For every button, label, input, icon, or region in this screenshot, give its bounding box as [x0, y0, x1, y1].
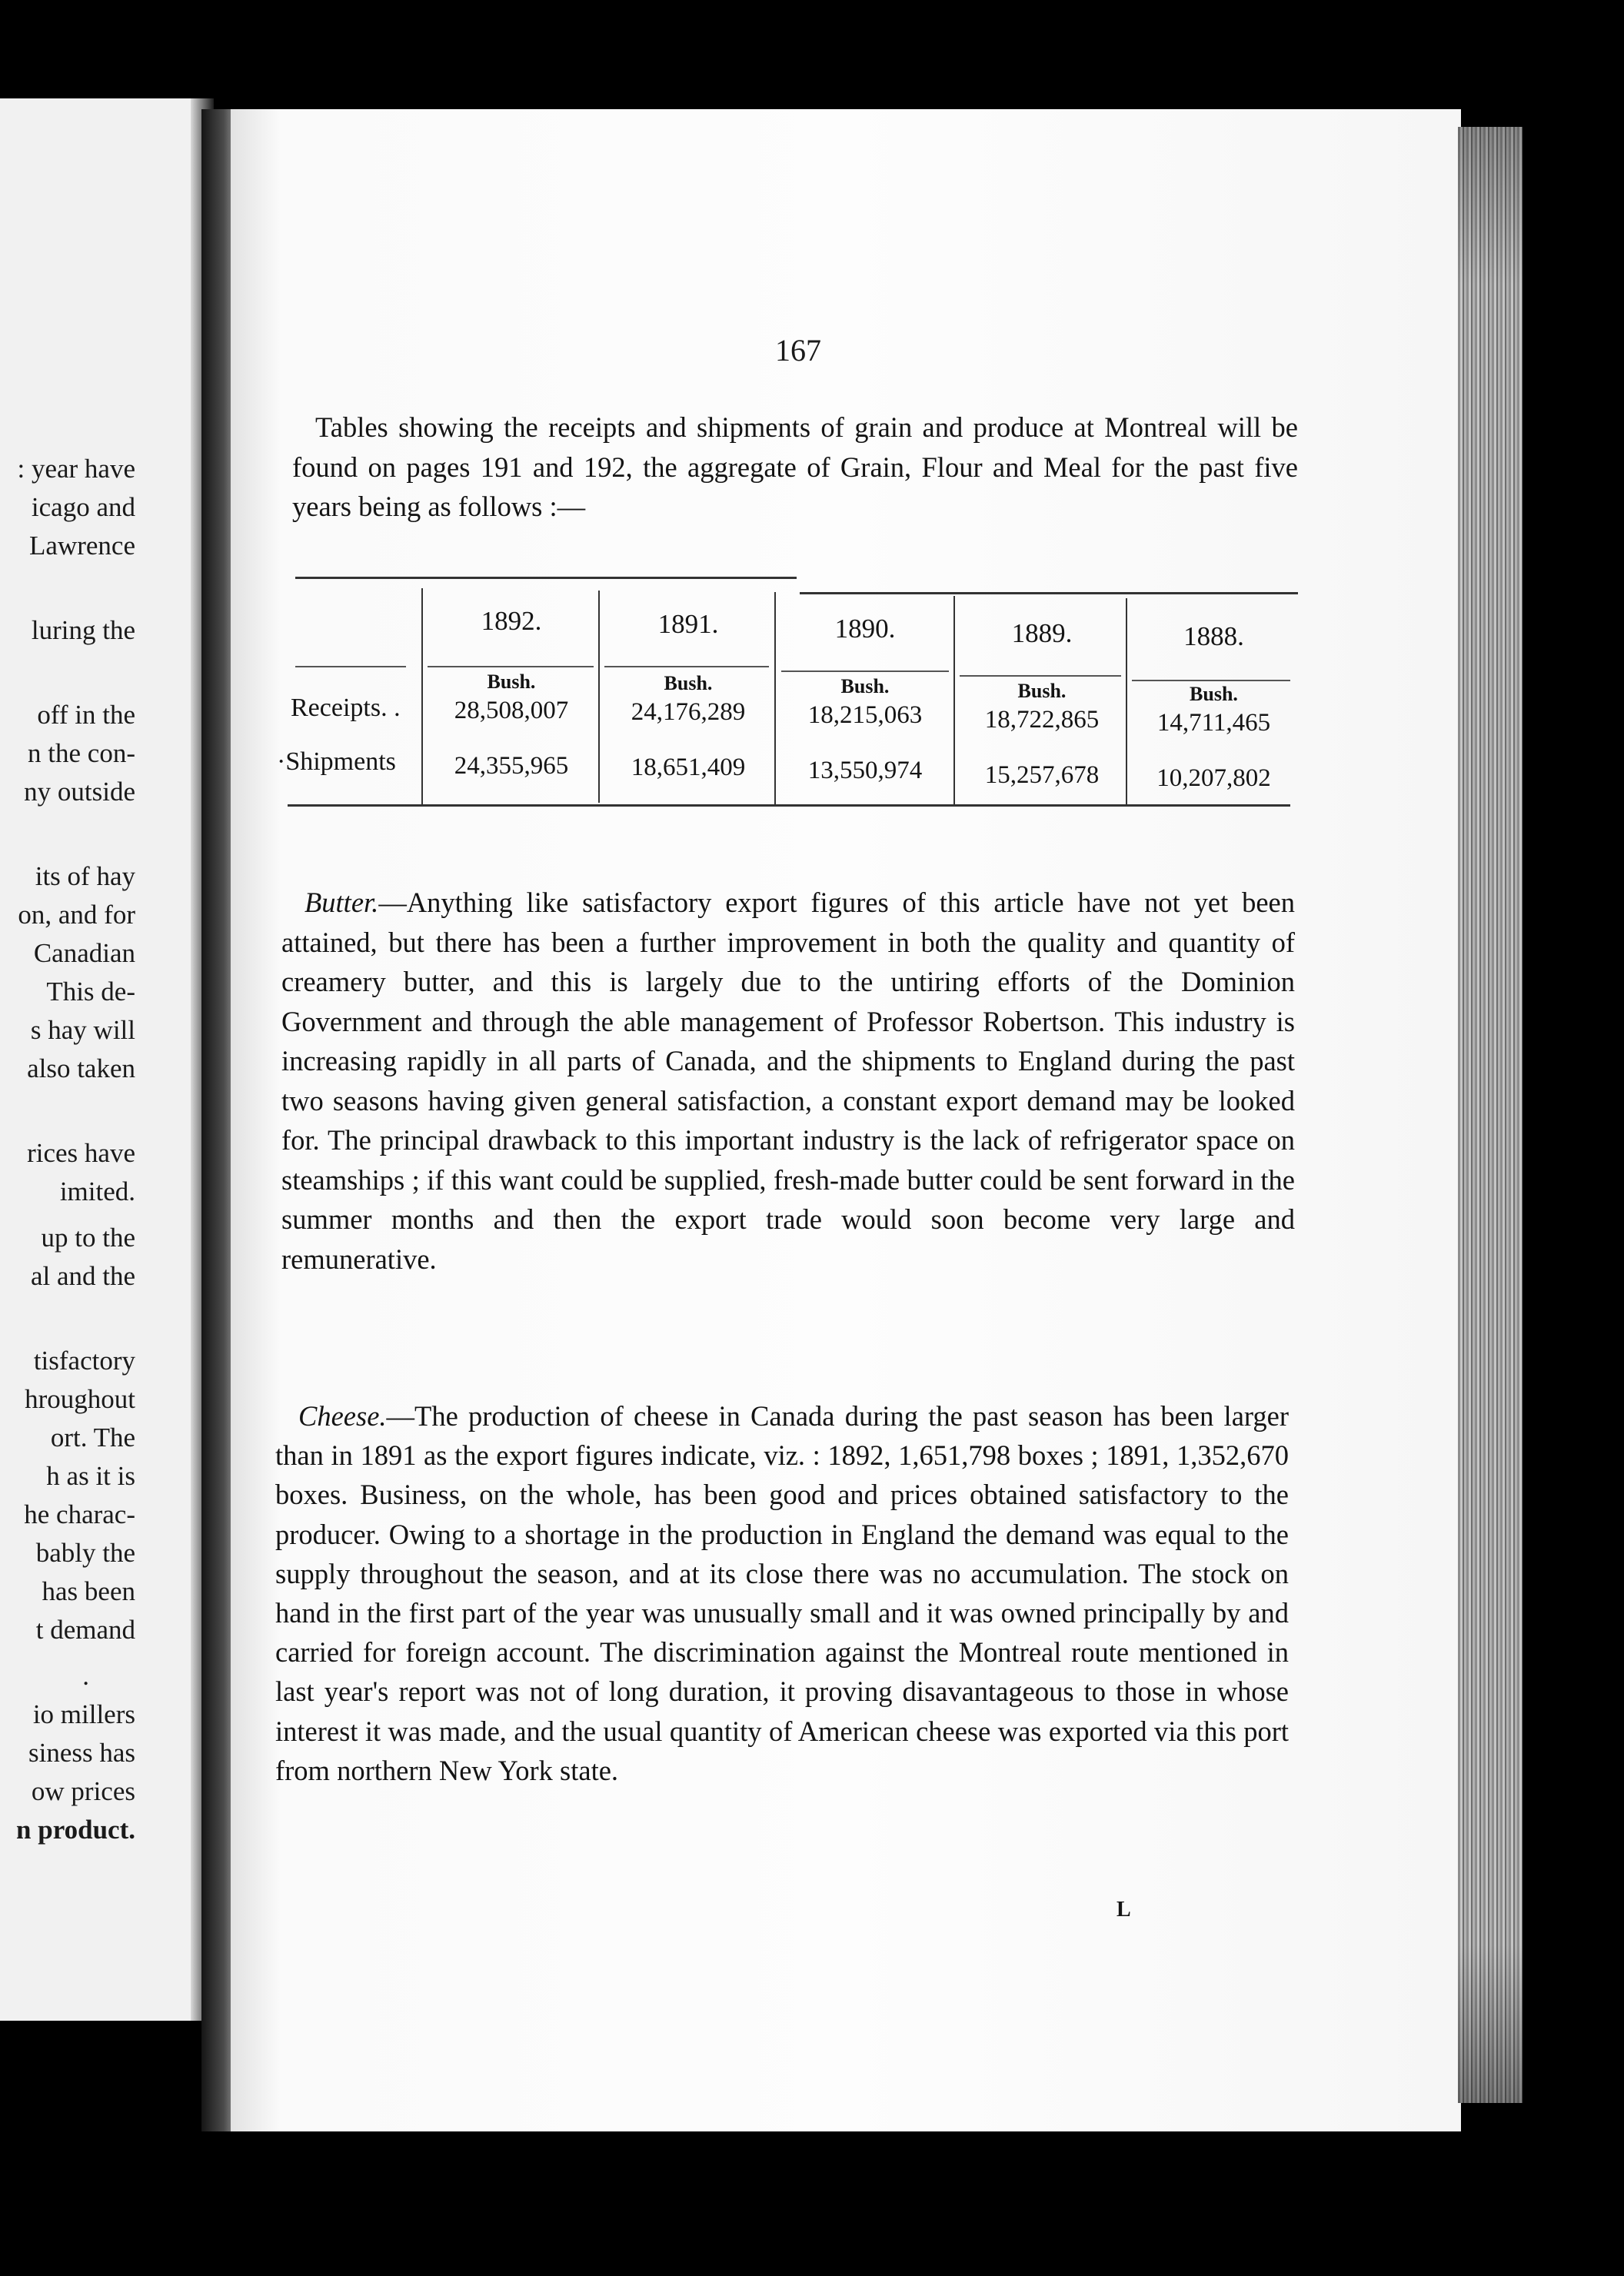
table-cell: 18,722,865	[984, 706, 1100, 734]
table-cell: 24,355,965	[454, 752, 569, 780]
left-line: Lawrence	[29, 531, 135, 561]
left-line: n the con-	[28, 738, 135, 768]
left-line: ort. The	[50, 1422, 135, 1452]
left-line: : year have	[17, 454, 135, 484]
table-cell: 18,651,409	[631, 754, 746, 781]
left-line: This de-	[46, 977, 135, 1007]
table-row-label-receipts: Receipts. .	[291, 694, 401, 722]
left-line: Canadian	[33, 938, 135, 968]
left-line: io millers	[32, 1699, 135, 1729]
cheese-heading: Cheese.	[298, 1400, 387, 1432]
left-line: tisfactory	[33, 1346, 135, 1376]
signature-mark: L	[1116, 1898, 1131, 1922]
left-line: rices have	[27, 1138, 135, 1168]
table-bottom-rule	[288, 804, 1290, 807]
left-line: up to the	[41, 1223, 135, 1253]
table-year-header: 1888.	[1183, 621, 1244, 651]
table-year-header: 1891.	[657, 609, 719, 639]
left-line: imited.	[59, 1176, 135, 1206]
table-year-header: 1890.	[834, 614, 896, 644]
table-cell: 24,176,289	[631, 698, 746, 726]
table-unit-label: Bush.	[664, 672, 713, 694]
table-row-label-shipments: ·Shipments	[277, 747, 396, 776]
left-line: on, and for	[18, 900, 135, 930]
table-unit-label: Bush.	[487, 670, 536, 693]
left-line: ow prices	[31, 1776, 135, 1806]
cheese-paragraph	[275, 1396, 1289, 1790]
page-number: 167	[775, 333, 821, 368]
butter-text: —Anything like satisfactory export figures of this article have not yet been attained, but there has been a further improvement in both the quality and quantity of creamery butter, and this is largely due to the untiring efforts of the Dominion Government and through the able management of Professor Robertson. This industry is increasing rapidly in all parts of Canada, and the shipments to England during the past two seasons having given general satisfaction, a constant export demand may be looked for. The principal drawback to this important industry is the lack of refrigerator space on steamships ; if this want could be supplied, fresh-made butter could be sent forward in the summer months and then the export trade would soon become very large and remunerative.	[281, 887, 1295, 1275]
table-column-rule	[774, 592, 776, 804]
table-column-rule	[421, 588, 423, 805]
table-cell: 15,257,678	[984, 761, 1100, 789]
left-line: siness has	[28, 1738, 135, 1768]
left-line: its of hay	[35, 861, 135, 891]
left-line: s hay will	[30, 1015, 135, 1045]
butter-heading: Butter.	[304, 887, 379, 918]
left-line: h as it is	[46, 1461, 135, 1491]
table-year-header: 1889.	[1011, 618, 1073, 648]
left-line: off in the	[37, 700, 135, 730]
left-line: also taken	[27, 1053, 135, 1083]
table-column-rule	[1126, 598, 1127, 806]
table-cell: 28,508,007	[454, 697, 569, 724]
table-unit-label: Bush.	[1017, 680, 1067, 702]
intro-paragraph	[292, 408, 1298, 527]
table-top-rule	[295, 577, 797, 579]
table-year-header: 1892.	[481, 606, 542, 636]
table-column-rule	[598, 591, 600, 803]
left-line: luring the	[31, 615, 135, 645]
left-line: n product.	[16, 1815, 135, 1845]
left-facing-page	[0, 98, 206, 2021]
left-line: t demand	[35, 1615, 135, 1645]
left-line: has been	[42, 1576, 135, 1606]
butter-paragraph	[281, 883, 1295, 1279]
table-cell: 13,550,974	[807, 757, 923, 784]
table-top-rule	[800, 592, 1298, 594]
left-line: icago and	[31, 492, 135, 522]
left-line: al and the	[30, 1261, 135, 1291]
table-column-rule	[953, 596, 955, 805]
left-line: ny outside	[24, 777, 135, 807]
cheese-text: —The production of cheese in Canada during the past season has been larger than in 1891 as the export figures indicate, viz. : 1892, 1,651,798 boxes ; 1891, 1,352,670 boxes. Business, on the whole, has been good and prices obtained satisfactory to the producer. Owing to a shortage in the production in England the demand was equal to the supply throughout the season, and at its close there was no accumulation. The stock on hand in the first part of the year was unusually small and it was owned principally by and carried for foreign account. The discrimination against the Montreal route mentioned in last year's report was not of long duration, it proving disavantageous to those in whose interest it was made, and the usual quantity of American cheese was exported via this port from northern New York state.	[275, 1400, 1289, 1786]
table-unit-label: Bush.	[840, 675, 890, 697]
page-edges	[1458, 127, 1522, 2103]
table-cell: 10,207,802	[1156, 764, 1271, 792]
intro-text: Tables showing the receipts and shipments of grain and produce at Montreal will be found on pages 191 and 192, the aggregate of Grain, Flour and Meal for the past five years being as follows :—	[292, 411, 1298, 522]
table-unit-label: Bush.	[1190, 683, 1238, 705]
table-cell: 18,215,063	[807, 701, 923, 729]
table-cell: 14,711,465	[1156, 709, 1271, 737]
left-line: .	[82, 1661, 89, 1691]
left-line: bably the	[35, 1538, 135, 1568]
left-line: hroughout	[25, 1384, 135, 1414]
left-line: he charac-	[24, 1499, 135, 1529]
